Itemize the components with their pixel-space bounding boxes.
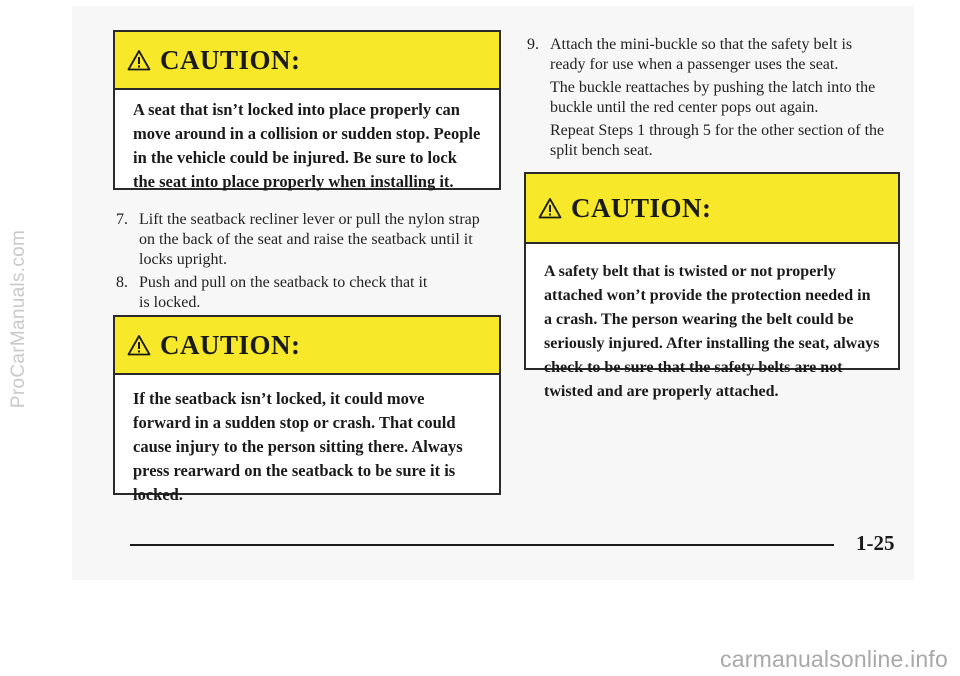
footer-watermark-text: carmanualsonline.info <box>720 646 948 672</box>
warning-triangle-icon <box>538 197 562 219</box>
page-number: 1-25 <box>856 531 895 555</box>
step-9 <box>527 35 887 75</box>
step-number: 9. <box>527 36 539 53</box>
warning-triangle-icon <box>127 334 151 356</box>
step-number: 8. <box>116 274 128 291</box>
warning-triangle-icon <box>127 49 151 71</box>
caution-header <box>115 32 499 90</box>
step-number: 7. <box>116 211 128 228</box>
footer-rule <box>130 544 834 546</box>
step-text: Push and pull on the seatback to check that it is locked. <box>139 274 428 311</box>
side-watermark-text: ProCarManuals.com <box>8 229 29 409</box>
step-text: Attach the mini-buckle so that the safety belt is ready for use when a passenger uses the seat. <box>550 36 853 73</box>
step-text: Lift the seatback recliner lever or pull the nylon strap on the back of the seat and raise the seatback until it locks upright. <box>139 211 480 268</box>
step-8 <box>116 273 468 313</box>
paragraph-buckle: The buckle reattaches by pushing the latch into the buckle until the red center pops out again. <box>550 79 876 116</box>
caution-box-seat-lock <box>113 30 501 190</box>
caution-box-seatback <box>113 315 501 504</box>
caution-header <box>115 317 499 375</box>
caution-box-safety-belt <box>524 172 900 400</box>
paragraph-repeat-steps: Repeat Steps 1 through 5 for the other section of the split bench seat. <box>550 122 885 159</box>
caution-title: CAUTION: <box>571 192 712 223</box>
caution-text: A seat that isn’t locked into place properly can move around in a collision or sudden stop. People in the vehicle could be injured. Be sure to lock the seat into place properly when installing it. <box>133 100 481 191</box>
footer-watermark <box>0 640 960 676</box>
caution-title: CAUTION: <box>160 44 301 75</box>
side-watermark <box>4 14 34 624</box>
caution-header <box>526 174 898 244</box>
caution-text: If the seatback isn’t locked, it could move forward in a sudden stop or crash. That could cause injury to the person sitting there. Always press rearward on the seatback to be sure it is locked. <box>133 389 463 504</box>
caution-text: A safety belt that is twisted or not properly attached won’t provide the protection needed in a crash. The person wearing the belt could be seriously injured. After installing the seat, always check to be sure that the safety belts are not twisted and are properly attached. <box>544 263 880 400</box>
caution-title: CAUTION: <box>160 329 301 360</box>
step-7 <box>116 210 488 270</box>
